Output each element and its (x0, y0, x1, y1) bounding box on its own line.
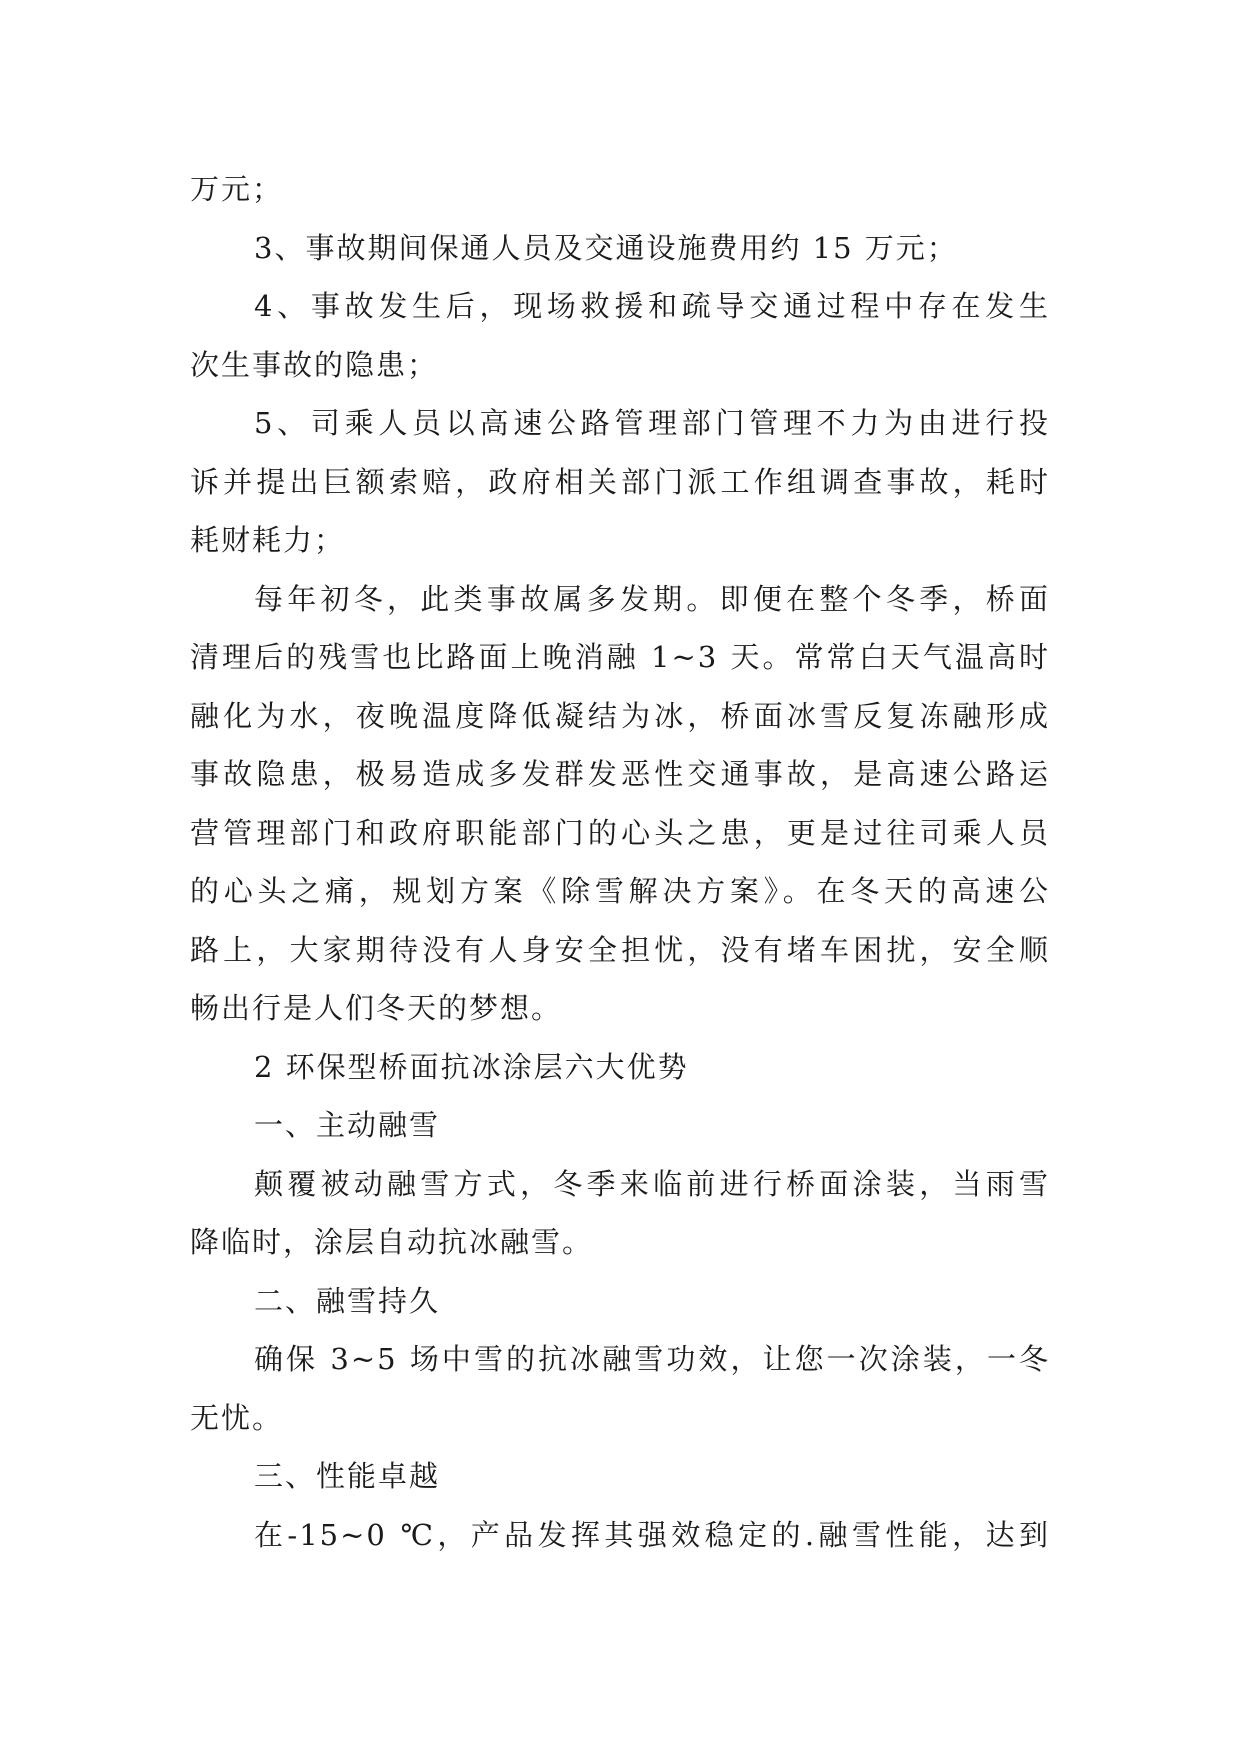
text-line: 事故隐患，极易造成多发群发恶性交通事故，是高速公路运 (190, 757, 1050, 791)
text-line: 万元； (190, 172, 284, 206)
text-line: 畅出行是人们冬天的梦想。 (190, 991, 563, 1025)
section-heading: 2 环保型桥面抗冰涂层六大优势 (254, 1049, 689, 1084)
text-line: 路上，大家期待没有人身安全担忧，没有堵车困扰，安全顺 (190, 932, 1050, 967)
text-line: 降临时，涂层自动抗冰融雪。 (190, 1225, 594, 1259)
subsection-heading: 一、主动融雪 (254, 1108, 441, 1142)
text-line: 3、事故期间保通人员及交通设施费用约 15 万元； (254, 230, 958, 265)
text-line: 在-15~0 ℃，产品发挥其强效稳定的.融雪性能，达到 (254, 1517, 1050, 1552)
text-line: 融化为水，夜晚温度降低凝结为冰，桥面冰雪反复冻融形成 (190, 698, 1050, 733)
text-line: 4、事故发生后，现场救援和疏导交通过程中存在发生 (254, 289, 1050, 323)
text-line: 颠覆被动融雪方式，冬季来临前进行桥面涂装，当雨雪 (254, 1166, 1050, 1201)
subsection-heading: 三、性能卓越 (254, 1459, 441, 1493)
text-line: 每年初冬，此类事故属多发期。即便在整个冬季，桥面 (254, 581, 1050, 616)
text-line: 无忧。 (190, 1400, 284, 1435)
text-line: 的心头之痛，规划方案《除雪解决方案》。在冬天的高速公 (190, 874, 1050, 908)
text-line: 确保 3~5 场中雪的抗冰融雪功效，让您一次涂装，一冬 (254, 1342, 1050, 1376)
text-line: 营管理部门和政府职能部门的心头之患，更是过往司乘人员 (190, 815, 1050, 850)
text-line: 耗财耗力； (190, 523, 346, 557)
subsection-heading: 二、融雪持久 (254, 1283, 441, 1318)
text-line: 次生事故的隐患； (190, 347, 439, 382)
text-line: 诉并提出巨额索赔，政府相关部门派工作组调查事故，耗时 (190, 464, 1050, 499)
document-body (190, 160, 1050, 1564)
text-line: 清理后的残雪也比路面上晚消融 1~3 天。常常白天气温高时 (190, 640, 1050, 674)
text-line: 5、司乘人员以高速公路管理部门管理不力为由进行投 (254, 406, 1050, 440)
